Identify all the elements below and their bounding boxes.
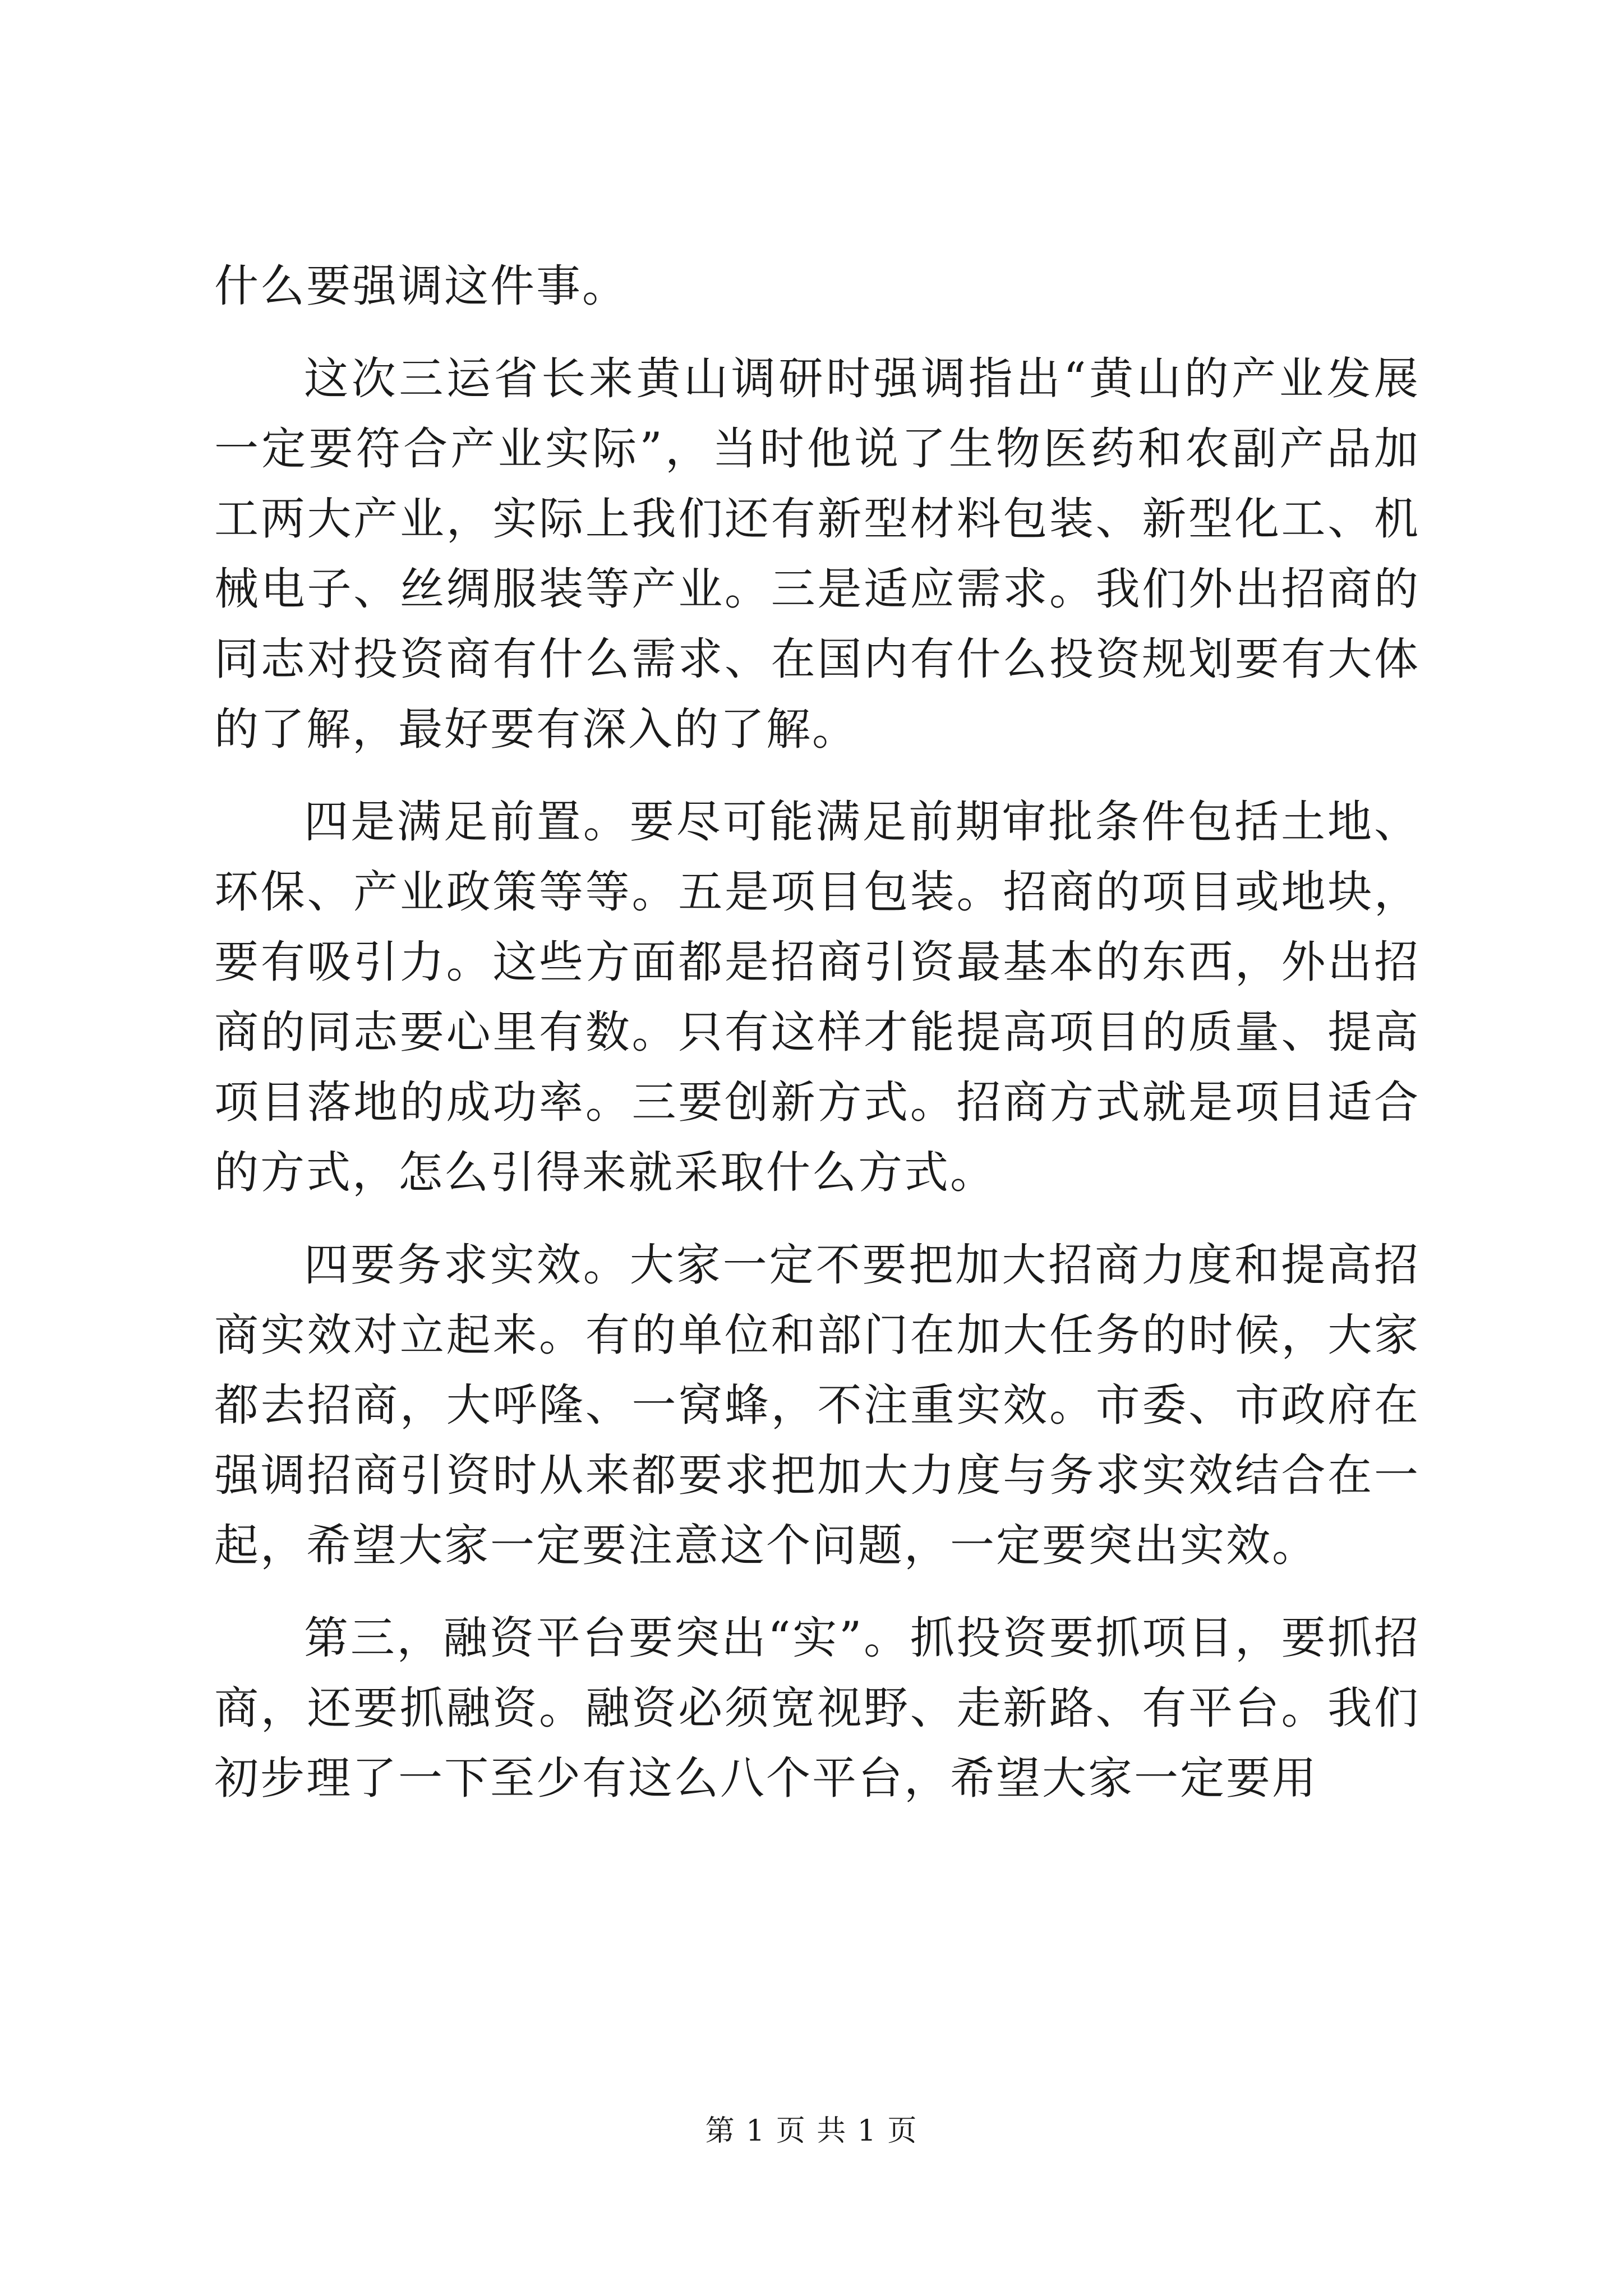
paragraph-1: 什么要强调这件事。 xyxy=(214,260,628,312)
page-footer: 第 1 页 共 1 页 xyxy=(705,2114,918,2148)
paragraph-5: 第三，融资平台要突出“实”。抓投资要抓项目，要抓招商，还要抓融资。融资必须宽视野、走新路、有平台。我们初步理了一下至少有这么八个平台，希望大家一定要用 xyxy=(214,1612,1420,1804)
document-body xyxy=(214,251,1420,1836)
paragraph-2: 这次三运省长来黄山调研时强调指出“黄山的产业发展一定要符合产业实际”，当时他说了生物医药和农副产品加工两大产业，实际上我们还有新型材料包装、新型化工、机械电子、丝绸服装等产业。三是适应需求。我们外出招商的同志对投资商有什么需求、在国内有什么投资规划要有大体的了解，最好要有深入的了解。 xyxy=(214,353,1420,755)
paragraph-4: 四要务求实效。大家一定不要把加大招商力度和提高招商实效对立起来。有的单位和部门在加大任务的时候，大家都去招商，大呼隆、一窝蜂，不注重实效。市委、市政府在强调招商引资时从来都要求把加大力度与务求实效结合在一起，希望大家一定要注意这个问题，一定要突出实效。 xyxy=(214,1239,1420,1571)
paragraph-3: 四是满足前置。要尽可能满足前期审批条件包括土地、环保、产业政策等等。五是项目包装。招商的项目或地块，要有吸引力。这些方面都是招商引资最基本的东西，外出招商的同志要心里有数。只有这样才能提高项目的质量、提高项目落地的成功率。三要创新方式。招商方式就是项目适合的方式，怎么引得来就采取什么方式。 xyxy=(214,796,1420,1198)
